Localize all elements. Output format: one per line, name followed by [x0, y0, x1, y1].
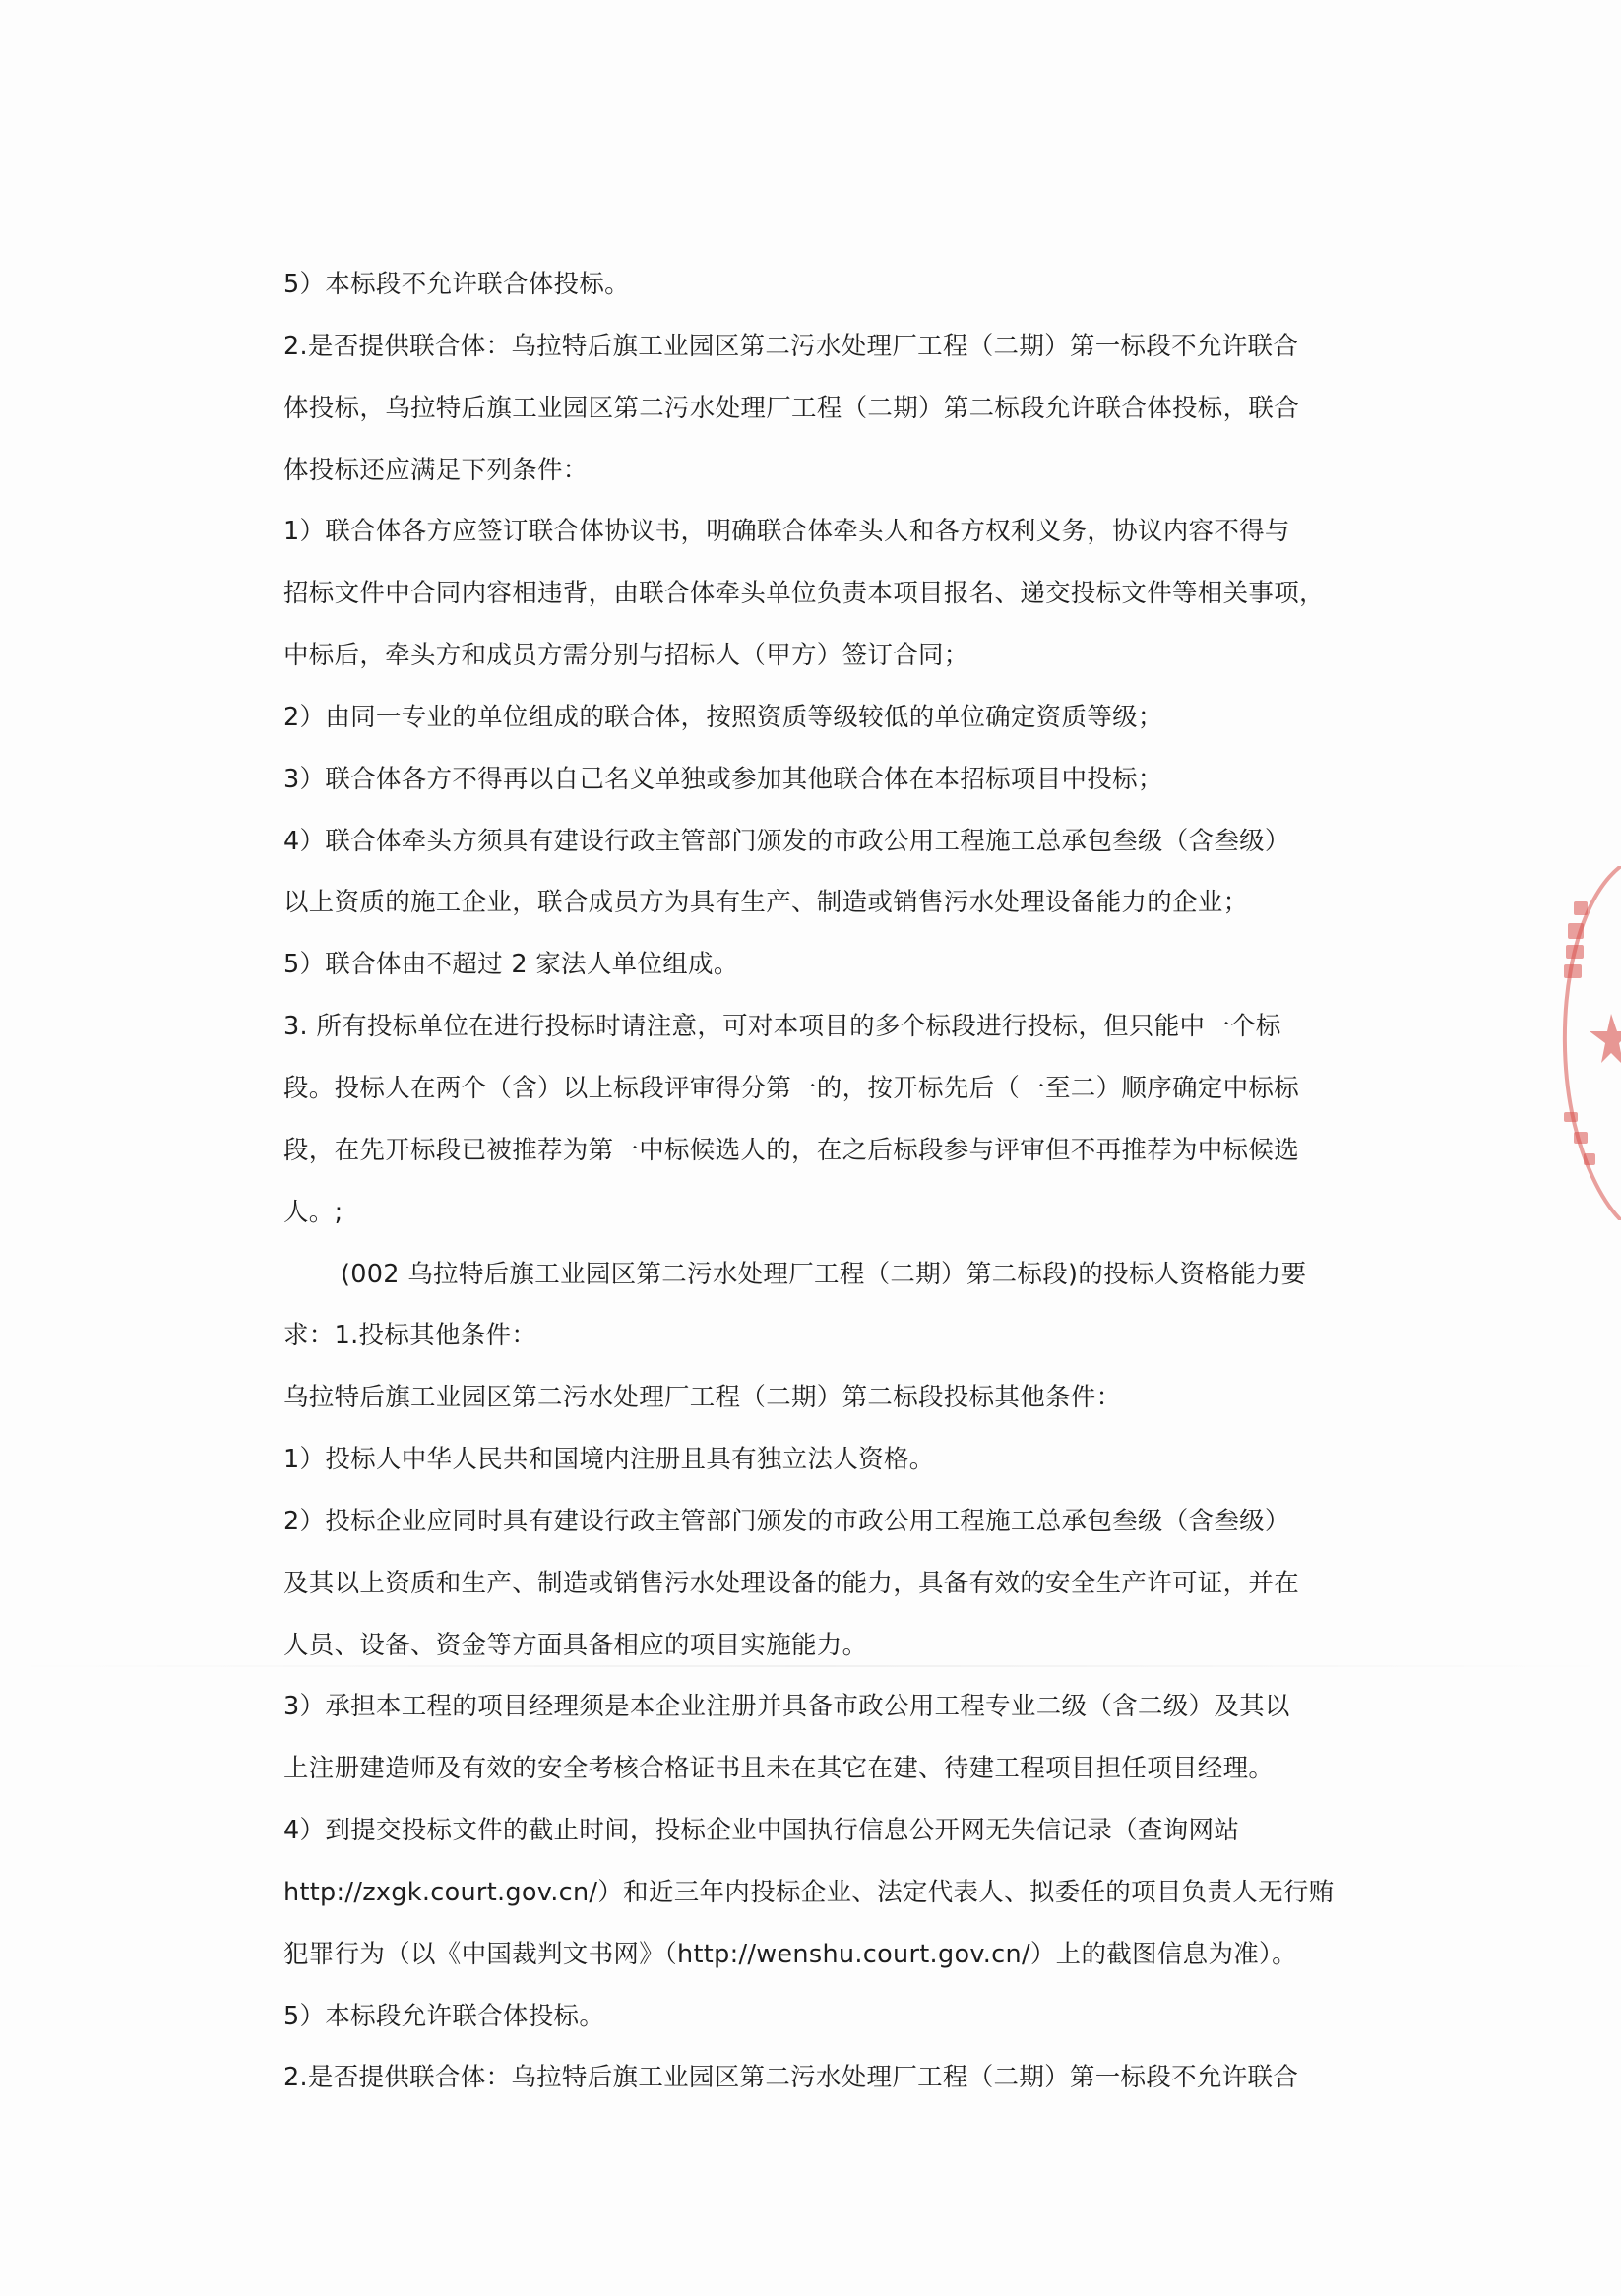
text-line: 4）到提交投标文件的截止时间，投标企业中国执行信息公开网无失信记录（查询网站	[283, 1816, 1240, 1846]
text-line: 5）本标段不允许联合体投标。	[283, 270, 630, 299]
text-line: 犯罪行为（以《中国裁判文书网》（http://wenshu.court.gov.cn/）上的截图信息为准）。	[283, 1939, 1297, 1969]
text-line: 招标文件中合同内容相违背，由联合体牵头单位负责本项目报名、递交投标文件等相关事项，	[283, 579, 1325, 609]
text-line: 乌拉特后旗工业园区第二污水处理厂工程（二期）第二标段投标其他条件：	[283, 1383, 1122, 1413]
document-body	[283, 254, 1376, 2109]
text-line: 上注册建造师及有效的安全考核合格证书且未在其它在建、待建工程项目担任项目经理。	[283, 1754, 1275, 1784]
text-line: 2.是否提供联合体：乌拉特后旗工业园区第二污水处理厂工程（二期）第一标段不允许联合	[283, 331, 1299, 361]
text-line: http://zxgk.court.gov.cn/）和近三年内投标企业、法定代表人、拟委任的项目负责人无行贿	[283, 1877, 1335, 1907]
text-line: 3. 所有投标单位在进行投标时请注意，可对本项目的多个标段进行投标，但只能中一个标	[283, 1012, 1281, 1042]
text-line: 1）投标人中华人民共和国境内注册且具有独立法人资格。	[283, 1445, 935, 1475]
text-line: 中标后，牵头方和成员方需分别与招标人（甲方）签订合同；	[283, 641, 969, 671]
text-line: 人员、设备、资金等方面具备相应的项目实施能力。	[283, 1630, 868, 1660]
seal-icon	[1550, 866, 1621, 1220]
seal-star-icon	[1590, 1014, 1621, 1063]
text-line: 体投标，乌拉特后旗工业园区第二污水处理厂工程（二期）第二标段允许联合体投标，联合	[283, 393, 1300, 423]
text-line: 2）投标企业应同时具有建设行政主管部门颁发的市政公用工程施工总承包叁级（含叁级）	[283, 1506, 1290, 1536]
text-line: 2）由同一专业的单位组成的联合体，按照资质等级较低的单位确定资质等级；	[283, 702, 1163, 732]
text-line: 人。;	[283, 1197, 343, 1227]
text-line: 2.是否提供联合体：乌拉特后旗工业园区第二污水处理厂工程（二期）第一标段不允许联合	[283, 2063, 1299, 2093]
scan-crease	[0, 1665, 1621, 1667]
text-line: 1）联合体各方应签订联合体协议书，明确联合体牵头人和各方权利义务，协议内容不得与	[283, 517, 1290, 547]
text-line: 及其以上资质和生产、制造或销售污水处理设备的能力，具备有效的安全生产许可证，并在	[283, 1568, 1300, 1598]
seal-text-marks	[1564, 901, 1595, 1165]
text-line: 3）联合体各方不得再以自己名义单独或参加其他联合体在本招标项目中投标；	[283, 764, 1163, 794]
text-line: 5）本标段允许联合体投标。	[283, 2001, 605, 2031]
red-seal-stamp	[1550, 866, 1621, 1220]
text-line: 3）承担本工程的项目经理须是本企业注册并具备市政公用工程专业二级（含二级）及其以	[283, 1692, 1290, 1722]
text-line: 段。投标人在两个（含）以上标段评审得分第一的，按开标先后（一至二）顺序确定中标标	[283, 1073, 1300, 1103]
text-line: 求：1.投标其他条件：	[283, 1321, 537, 1351]
text-line: 4）联合体牵头方须具有建设行政主管部门颁发的市政公用工程施工总承包叁级（含叁级）	[283, 826, 1290, 856]
text-line: 体投标还应满足下列条件：	[283, 455, 589, 485]
text-line: 段，在先开标段已被推荐为第一中标候选人的，在之后标段参与评审但不再推荐为中标候选	[283, 1135, 1300, 1165]
text-line: 以上资质的施工企业，联合成员方为具有生产、制造或销售污水处理设备能力的企业；	[283, 888, 1249, 918]
text-line: 5）联合体由不超过 2 家法人单位组成。	[283, 950, 739, 980]
text-line: (002 乌拉特后旗工业园区第二污水处理厂工程（二期）第二标段)的投标人资格能力要	[341, 1259, 1307, 1289]
